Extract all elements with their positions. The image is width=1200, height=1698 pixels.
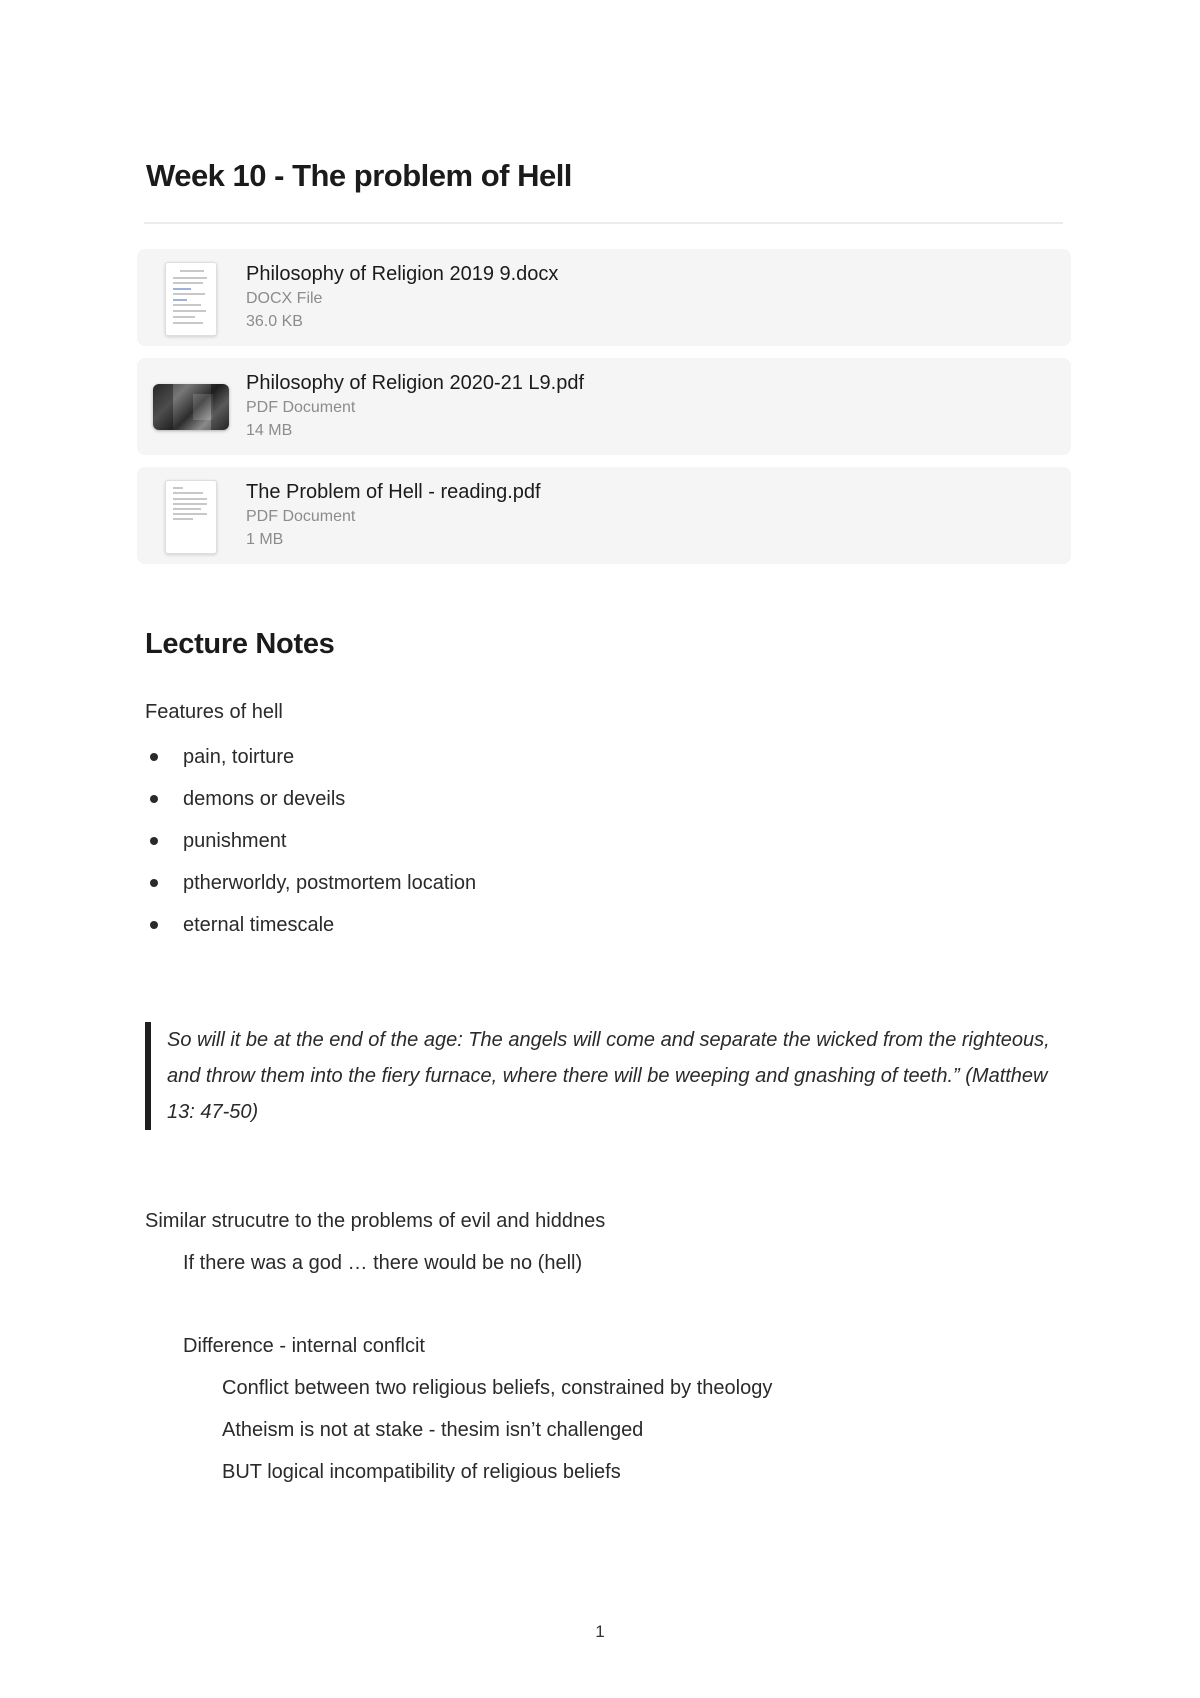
list-item: ptherworldy, postmortem location — [145, 870, 476, 912]
page-number: 1 — [595, 1622, 605, 1641]
list-item: punishment — [145, 828, 476, 870]
document-thumbnail-icon — [165, 480, 217, 554]
note-line: Similar strucutre to the problems of evil and hiddnes — [145, 1210, 606, 1232]
section-heading: Lecture Notes — [145, 628, 335, 660]
bullet-icon — [150, 795, 158, 803]
note-line: Conflict between two religious beliefs, constrained by theology — [222, 1377, 773, 1399]
attachment-type: DOCX File — [246, 290, 323, 307]
attachment-type: PDF Document — [246, 399, 356, 416]
scripture-quote: So will it be at the end of the age: The angels will come and separate the wicked from the righteous, and throw them into the fiery furnace, where there will be weeping and gnashing of teeth.” (Matthew 13: 47-50) — [145, 1022, 1072, 1130]
note-line: BUT logical incompatibility of religious beliefs — [222, 1461, 621, 1483]
attachment-size: 14 MB — [246, 422, 293, 439]
attachment-size: 36.0 KB — [246, 313, 303, 330]
bullet-icon — [150, 879, 158, 887]
bullet-icon — [150, 753, 158, 761]
attachment-size: 1 MB — [246, 531, 284, 548]
list-item: pain, toirture — [145, 744, 476, 786]
title-divider — [144, 222, 1063, 224]
note-line: Difference - internal conflcit — [183, 1335, 425, 1357]
document-thumbnail-icon — [165, 262, 217, 336]
attachment-card-docx[interactable] — [137, 249, 1071, 346]
attachment-list — [137, 249, 1071, 576]
attachment-name: Philosophy of Religion 2020-21 L9.pdf — [246, 372, 585, 394]
list-item: demons or deveils — [145, 786, 476, 828]
attachment-card-pdf-lecture[interactable] — [137, 358, 1071, 455]
note-line: Atheism is not at stake - thesim isn’t challenged — [222, 1419, 644, 1441]
bullet-icon — [150, 921, 158, 929]
page-title: Week 10 - The problem of Hell — [146, 158, 572, 193]
slide-thumbnail-icon — [153, 384, 229, 430]
bullet-icon — [150, 837, 158, 845]
features-list — [145, 744, 476, 954]
list-item: eternal timescale — [145, 912, 476, 954]
note-line: If there was a god … there would be no (hell) — [183, 1252, 583, 1274]
features-label: Features of hell — [145, 701, 283, 723]
attachment-type: PDF Document — [246, 508, 356, 525]
attachment-card-pdf-reading[interactable] — [137, 467, 1071, 564]
attachment-name: Philosophy of Religion 2019 9.docx — [246, 263, 559, 285]
attachment-name: The Problem of Hell - reading.pdf — [246, 481, 541, 503]
